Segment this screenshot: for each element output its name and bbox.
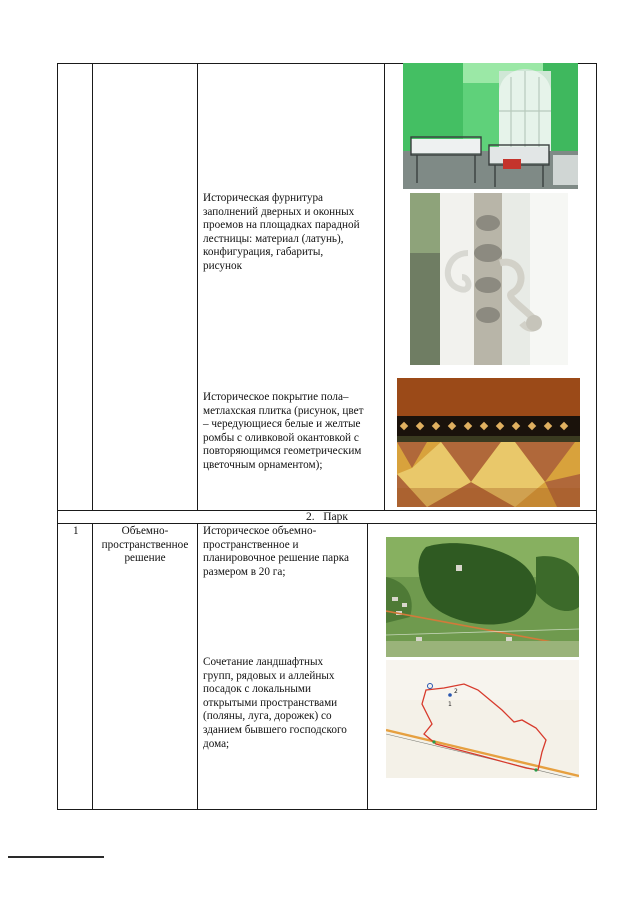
park-satellite-image (386, 537, 579, 657)
col-divider-3-park (367, 523, 368, 810)
room-interior-photo (403, 63, 578, 189)
feature-description-park-composition: Сочетание ландшафтных групп, рядовых и аллейных посадок с локальными открытыми пространствами (поляны, луга, дорожек) со зданием бывшего господского дома; (203, 656, 347, 750)
feature-description-hardware: Историческая фурнитура заполнений дверных и оконных проемов на площадках парадной лестницы: материал (латунь), конфигурация, габариты, рисунок (203, 192, 360, 272)
col-divider-2 (197, 63, 198, 510)
table-bottom-border (57, 809, 597, 810)
feature-description-park-layout: Историческое объемно- пространственное и планировочное решение парка размером в 20 га; (203, 525, 349, 578)
table-right-border (596, 63, 597, 810)
table-left-border (57, 63, 58, 810)
row-category: Объемно- пространственное решение (101, 525, 189, 565)
col-divider-2-park (197, 523, 198, 810)
row-number: 1 (73, 525, 79, 537)
section-heading-park: 2. Парк (306, 511, 348, 523)
footer-rule (8, 856, 104, 858)
feature-description-floor: Историческое покрытие пола– метлахская плитка (рисунок, цвет – чередующиеся белые и желтые ромбы с оливковой окантовкой с повторяющимся геометрическим цветочным орнаментом); (203, 391, 364, 471)
map-marker-1: 1 (448, 701, 452, 708)
col-divider-1-park (92, 523, 93, 810)
window-hardware-photo (410, 193, 568, 365)
section-heading-bottom (57, 523, 597, 524)
floor-tile-photo (397, 378, 580, 507)
park-boundary-map (386, 660, 579, 778)
col-divider-3 (384, 63, 385, 510)
map-marker-2: 2 (454, 688, 458, 695)
col-divider-1 (92, 63, 93, 510)
